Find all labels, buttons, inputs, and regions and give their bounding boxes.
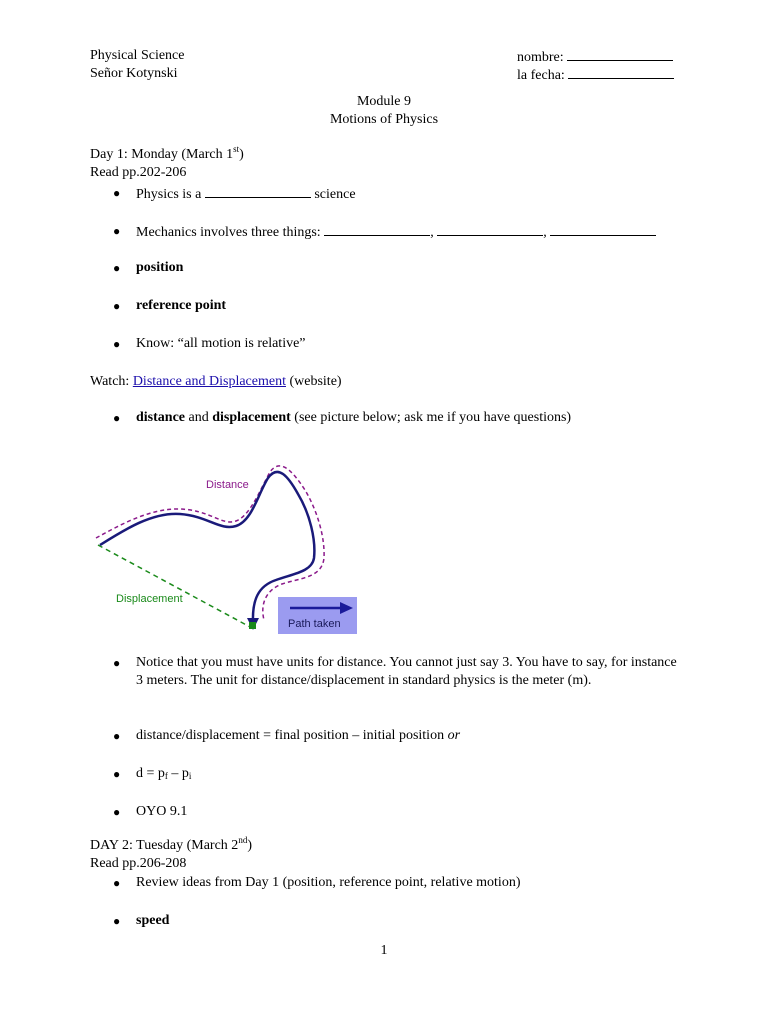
relative-motion-item: Know: “all motion is relative” xyxy=(136,336,306,351)
day2-heading-close: ) xyxy=(247,838,252,853)
position-item: position xyxy=(136,260,184,275)
italic-or: or xyxy=(447,728,461,743)
bullet: ● xyxy=(113,767,121,781)
fill-blank xyxy=(205,184,311,198)
fill-blank xyxy=(437,222,543,236)
watch-line xyxy=(90,373,342,391)
date-field xyxy=(517,65,674,85)
bullet: ● xyxy=(113,411,121,425)
name-label: nombre: xyxy=(517,50,564,65)
watch-suffix: (website) xyxy=(289,374,342,389)
day1-reading: Read pp.202-206 xyxy=(90,165,187,180)
bullet: ● xyxy=(113,337,121,351)
formula-d: d = p xyxy=(136,766,165,781)
day2-heading xyxy=(90,837,252,855)
physics-is-a-item xyxy=(136,184,356,204)
distance-label: Distance xyxy=(206,479,249,491)
distance-displacement-item xyxy=(136,409,571,427)
term-displacement: displacement xyxy=(212,410,291,425)
distance-formula xyxy=(136,765,191,783)
date-blank xyxy=(568,65,674,79)
end-point-marker xyxy=(249,622,256,629)
day1-heading-text: Day 1: Monday (March 1 xyxy=(90,147,234,162)
name-field xyxy=(517,47,673,67)
units-note: Notice that you must have units for distance. You cannot just say 3. You have to say, for instance 3 meters. The unit for distance/displacement in standard physics is the meter (m). xyxy=(136,655,677,688)
comma: , xyxy=(430,225,434,240)
day1-heading-close: ) xyxy=(239,147,244,162)
bullet: ● xyxy=(113,914,121,928)
page-number: 1 xyxy=(380,943,388,958)
comma: , xyxy=(543,225,547,240)
item-text: Mechanics involves three things: xyxy=(136,225,321,240)
speed-item: speed xyxy=(136,913,170,928)
item-text: science xyxy=(314,187,356,202)
term-distance: distance xyxy=(136,410,185,425)
distance-formula-words xyxy=(136,727,460,745)
item-text: Physics is a xyxy=(136,187,202,202)
distance-displacement-link[interactable]: Distance and Displacement xyxy=(132,374,286,389)
date-label: la fecha: xyxy=(517,68,565,83)
mechanics-item xyxy=(136,222,656,242)
oyo-item: OYO 9.1 xyxy=(136,804,188,819)
bullet: ● xyxy=(113,299,121,313)
sub-f: f xyxy=(164,771,168,781)
displacement-line xyxy=(98,545,252,628)
distance-displacement-diagram xyxy=(0,450,768,645)
bullet: ● xyxy=(113,656,121,670)
day1-heading xyxy=(90,146,244,164)
day2-reading: Read pp.206-208 xyxy=(90,856,187,871)
name-blank xyxy=(567,47,673,61)
item-text: distance/displacement = final position – initial position xyxy=(136,728,445,743)
review-item: Review ideas from Day 1 (position, reference point, relative motion) xyxy=(136,875,521,890)
bullet: ● xyxy=(113,224,121,238)
reference-point-item: reference point xyxy=(136,298,227,313)
module-subtitle: Motions of Physics xyxy=(329,112,439,127)
day2-heading-text: DAY 2: Tuesday (March 2 xyxy=(90,838,239,853)
bullet: ● xyxy=(113,261,121,275)
bullet: ● xyxy=(113,876,121,890)
bullet: ● xyxy=(113,805,121,819)
sub-i: i xyxy=(188,771,192,781)
item-text: (see picture below; ask me if you have questions) xyxy=(294,410,572,425)
module-title: Module 9 xyxy=(356,94,412,109)
teacher-name: Señor Kotynski xyxy=(90,66,178,81)
fill-blank xyxy=(324,222,430,236)
watch-label: Watch: xyxy=(90,374,130,389)
path-taken-label: Path taken xyxy=(288,618,341,630)
formula-minus: – p xyxy=(167,766,189,781)
day2-heading-sup: nd xyxy=(238,835,248,845)
bullet: ● xyxy=(113,729,121,743)
bullet: ● xyxy=(113,186,121,200)
item-text: and xyxy=(188,410,209,425)
fill-blank xyxy=(550,222,656,236)
course-name: Physical Science xyxy=(90,48,185,63)
displacement-label: Displacement xyxy=(116,593,183,605)
day1-heading-sup: st xyxy=(233,144,240,154)
